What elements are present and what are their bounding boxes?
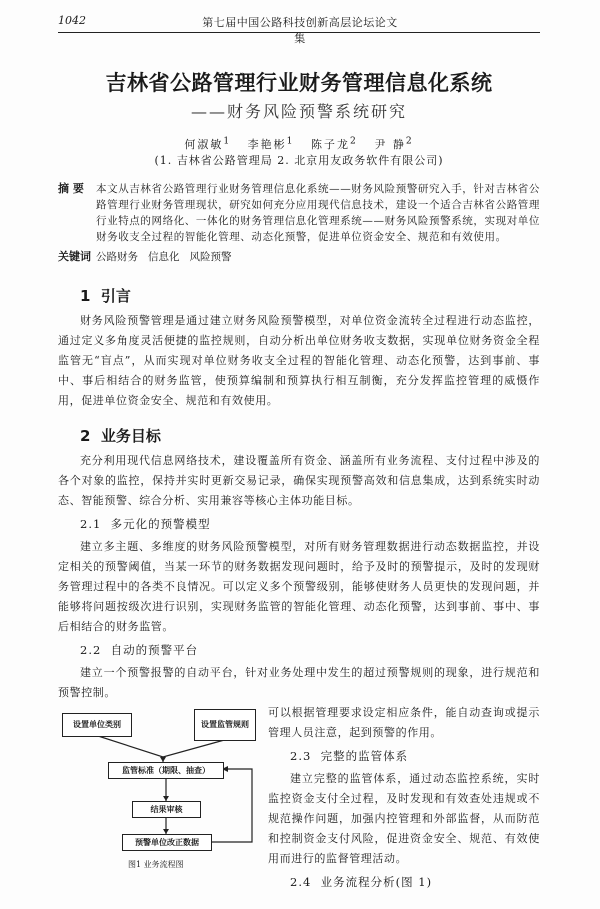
flow-box-standard: 监管标准（期限、抽查） [108, 762, 224, 779]
section-2-heading: 2 业务目标 [80, 426, 161, 445]
paper-subtitle: ——财务风险预警系统研究 [190, 102, 407, 121]
flowchart-figure [58, 707, 258, 875]
section-1-heading: 1 引言 [80, 286, 131, 305]
section-2-3-heading: 2.3 完整的监管体系 [290, 748, 409, 763]
section-2-2-text-cont: 可以根据管理要求设定相应条件，能自动查询或提示管理人员注意，起到预警的作用。 [268, 705, 540, 739]
affiliations: (1. 吉林省公路管理局 2. 北京用友政务软件有限公司) [154, 153, 444, 167]
flow-box-review: 结果审核 [132, 801, 201, 818]
section-2-2-text: 建立一个预警报警的自动平台，针对业务处理中发生的超过预警规则的现象，进行规范和预警控制。 [58, 665, 540, 699]
author: 何淑敏$^1$ [184, 135, 232, 151]
author: 尹 静$^2$ [374, 135, 414, 151]
section-2-3-text: 建立完整的监管体系，通过动态监控系统，实时监控资金支付全过程，及时发现和有效查处违规或不规范操作问题，加强内控管理和外部监督，从而防范和控制资金支付风险，促进资金安全、规范、有效使用而进行的监督管理活动。 [268, 771, 540, 865]
flow-box-correct-data: 预警单位改正数据 [122, 834, 212, 851]
section-2-4-heading: 2.4 业务流程分析(图 1) [290, 874, 433, 889]
author: 李艳彬$^1$ [247, 135, 295, 151]
keywords-row [58, 249, 540, 265]
flow-box-set-unit-category: 设置单位类别 [62, 713, 132, 737]
paper-title: 吉林省公路管理行业财务管理信息化系统 [105, 71, 493, 95]
author-list [58, 133, 540, 153]
section-2-1-heading: 2.1 多元化的预警模型 [80, 516, 211, 531]
flow-box-set-rules: 设置监管规则 [194, 709, 256, 741]
abstract [58, 181, 540, 245]
section-2-1-text: 建立多主题、多维度的财务风险预警模型，对所有财务管理数据进行动态数据监控，并设定相关的预警阈值，当某一环节的财务数据发现问题时，给予及时的预警提示，及时的发现财务管理过程中的各类不良情况。可以定义多个预警级别，能够使财务人员更快的发现问题，并能够将问题按级次进行识别，实现财务监管的智能化管理、动态化预警，达到事前、事中、事后相结合的财务监管。 [58, 539, 540, 633]
section-2-2-heading: 2.2 自动的预警平台 [80, 642, 199, 657]
running-header-bar [58, 12, 540, 45]
section-1-text: 财务风险预警管理是通过建立财务风险预警模型，对单位资金流转全过程进行动态监控，通过定义多角度灵活便捷的监控规则，自动分析出单位财务收支数据，实现单位财务资金全程监管无“盲点”，从而实现对单位财务收支全过程的智能化管理、动态化预警，达到事前、事中、事后相结合的财务监管，使预算编制和预算执行相互制衡，充分发挥监控管理的威慑作用，促进单位资金安全、规范和有效使用。 [58, 313, 540, 407]
figure-caption: 图1 业务流程图 [128, 859, 184, 869]
author: 陈子龙$^2$ [311, 135, 358, 151]
abstract-text: 本文从吉林省公路管理行业财务管理信息化系统——财务风险预警研究入手，针对吉林省公路管理行业财务管理现状，研究如何充分应用现代信息技术，建设一个适合吉林省公路管理行业特点的网络化、一体化的财务管理信息化管理系统——财务风险预警系统，实现对单位财务收支全过程的智能化管理、动态化预警，促进单位资金安全、规范和有效使用。 [96, 182, 540, 243]
abstract-label: 摘 要 [58, 181, 84, 195]
keywords: 公路财务 信息化 风险预警 [96, 250, 232, 263]
page-number: 1042 [58, 14, 86, 27]
section-2-text: 充分利用现代信息网络技术，建设覆盖所有资金、涵盖所有业务流程、支付过程中涉及的各个对象的监控，保持并实时更新交易记录，确保实现预警高效和信息集成，达到系统实时动态、智能预警、综合分析、实用兼容等核心主体功能目标。 [58, 453, 540, 507]
feedback-line [210, 769, 252, 842]
running-header: 第七届中国公路科技创新高层论坛论文集 [202, 16, 398, 45]
keywords-label: 关键词 [58, 249, 91, 263]
